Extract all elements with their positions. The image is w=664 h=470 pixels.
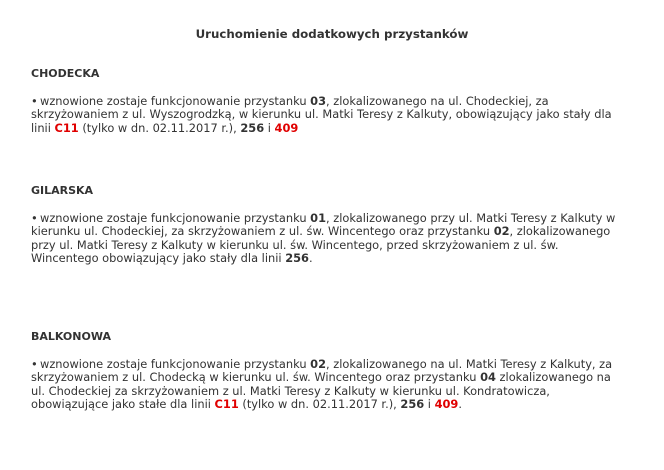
list-item (31, 358, 616, 412)
bullet-icon: • (31, 211, 38, 225)
bullet-icon: • (31, 94, 38, 108)
item-text: wznowione zostaje funkcjonowanie przystanku (40, 211, 311, 225)
stop-number: 03 (310, 94, 327, 108)
section-heading: CHODECKA (31, 67, 100, 80)
item-text: i (264, 120, 275, 135)
item-text: (tylko w dn. 02.11.2017 r.), (238, 397, 401, 412)
section-heading: GILARSKA (31, 184, 94, 197)
item-text: (tylko w dn. 02.11.2017 r.), (78, 120, 241, 135)
item-text: , zlokalizowanego przy ul. Matki Teresy z Kalkuty w kierunku ul. Chodeckiej, za skrzyżowaniem z ul. św. Wincentego oraz przystanku (31, 211, 616, 239)
page-title: Uruchomienie dodatkowych przystanków (195, 27, 469, 41)
stop-number: 02 (310, 357, 327, 371)
item-text: . (308, 251, 313, 266)
section-balkonowa (31, 330, 631, 412)
list-item (31, 212, 616, 266)
line-number: 256 (285, 251, 309, 266)
item-text: , zlokalizowanego przy ul. Matki Teresy z Kalkuty w kierunku ul. św. Wincentego, przed skrzyżowaniem z ul. św. Wincentego obowiązujący jako stały dla linii (31, 224, 611, 266)
line-number-highlight: 409 (434, 397, 459, 412)
item-text: . (458, 397, 462, 412)
line-number-highlight: C11 (214, 397, 239, 412)
stop-number: 02 (493, 224, 510, 239)
line-number: 256 (240, 120, 265, 135)
stop-number: 04 (480, 370, 496, 385)
item-text: , zlokalizowanego na ul. Chodeckiej, za skrzyżowaniem z ul. Wyszogrodzką, w kierunku ul. Matki Teresy z Kalkuty, obowiązujący jako stały dla linii (31, 94, 612, 135)
line-number: 256 (400, 397, 425, 412)
section-gilarska (31, 184, 631, 266)
stop-number: 01 (310, 211, 327, 225)
bullet-icon: • (31, 357, 38, 371)
item-text: wznowione zostaje funkcjonowanie przystanku (40, 357, 311, 371)
line-number-highlight: 409 (274, 120, 299, 135)
item-text: zlokalizowanego na ul. Chodeckiej za skrzyżowaniem z ul. Matki Teresy z Kalkuty w kierunku ul. Kondratowicza, obowiązujące jako stałe dla linii (31, 370, 611, 412)
item-text: wznowione zostaje funkcjonowanie przystanku (40, 94, 311, 108)
list-item (31, 95, 616, 135)
line-number-highlight: C11 (54, 120, 79, 135)
item-text: , zlokalizowanego na ul. Matki Teresy z Kalkuty, za skrzyżowaniem z ul. Chodecką w kierunku ul. św. Wincentego oraz przystanku (31, 357, 613, 385)
section-chodecka (31, 67, 631, 135)
item-text: i (424, 397, 435, 412)
section-heading: BALKONOWA (31, 330, 111, 343)
